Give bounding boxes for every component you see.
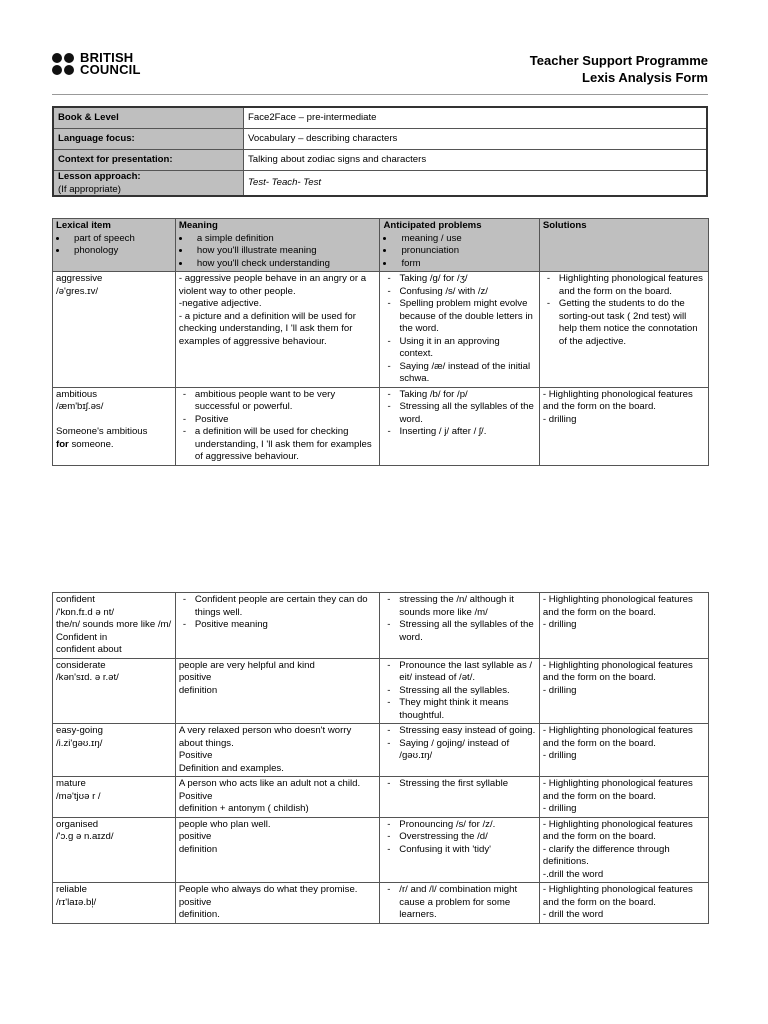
solutions-cell [539,658,708,724]
solution-line: - drilling [542,413,577,425]
problem-item: - Pronouncing /s/ for /z/. [383,819,536,832]
solution-line: - drilling [542,619,577,630]
lexical-item-note: Confident in [56,631,108,643]
lexical-item-note: confident about [56,644,122,655]
lexical-item-cell [53,777,176,818]
lexis-header-row [53,219,709,272]
solution-line: - drilling [542,684,577,696]
column-hint: • part of speech [68,233,172,246]
problem-item: - Overstressing the /d/ [383,831,536,844]
solution-line: - Highlighting phonological features and the form on the board. [542,778,693,802]
info-value: Talking about zodiac signs and characters [244,150,708,171]
problems-list [383,884,536,922]
column-header [175,219,380,272]
solution-line: - drill the word [542,909,604,920]
info-label: Language focus: [53,129,244,150]
meaning-list [179,594,376,632]
meaning-cell [175,593,379,659]
meaning-line: definition + antonym ( childish) [178,803,309,814]
solution-line: - drilling [542,750,577,761]
info-row [53,150,707,171]
title-line-1: Teacher Support Programme [529,53,708,68]
problems-cell [380,817,540,883]
info-label: Context for presentation: [53,150,244,171]
meaning-line: A very relaxed person who doesn't worry about things. [178,725,352,749]
solutions-cell [539,387,708,465]
column-hint: • pronunciation [395,245,535,258]
lexical-item-note [56,414,172,427]
lexis-row [53,272,709,388]
problem-item: - Spelling problem might evolve because of the double letters in the word. [383,298,535,336]
lexical-item-word: confident [56,594,95,605]
problem-item: - /r/ and /l/ combination might cause a problem for some learners. [383,884,536,922]
column-header [380,219,539,272]
solutions-cell [539,724,708,777]
meaning-line: people are very helpful and kind [178,659,315,671]
lexical-item-note: /rɪ'laɪə.bl̩/ [56,896,97,908]
header-divider [52,94,708,95]
title-line-2: Lexis Analysis Form [582,70,708,85]
lesson-info-table [52,106,708,197]
problem-item: - stressing the /n/ although it sounds more like /m/ [383,594,536,619]
solution-line: - clarify the difference through definitions. [542,843,670,867]
info-row [53,171,707,196]
column-hint: • meaning / use [395,233,535,246]
meaning-line: - a picture and a definition will be used for checking understanding, I 'll ask them for examples of aggressive behaviour. [178,310,356,347]
problems-cell [380,658,540,724]
info-label: Book & Level [53,107,244,129]
lexis-row [53,593,709,659]
problem-item: - Taking /b/ for /p/ [383,389,535,402]
problems-list [383,389,535,439]
column-hint-list [56,233,172,258]
meaning-line: definition. [178,909,220,920]
meaning-line: People who always do what they promise. [178,884,358,895]
problem-item: - Stressing the first syllable [383,778,536,791]
info-row [53,129,707,150]
problem-item: - Stressing all the syllables. [383,685,536,698]
meaning-line: definition [178,843,218,855]
lexical-item-word: ambitious [56,388,98,400]
problems-list [383,819,536,857]
info-value: Test- Teach- Test [244,171,708,196]
column-hint: • form [395,258,535,271]
lexis-row [53,883,709,924]
solutions-cell [539,272,708,388]
meaning-line: Positive [178,790,213,802]
solutions-cell [539,817,708,883]
lexical-item-note: Someone's ambitious [56,426,148,437]
problems-list [383,725,536,763]
meaning-cell [175,387,380,465]
lexical-item-cell [53,817,176,883]
meaning-cell [175,272,380,388]
lexical-item-note: /'kɒn.fɪ.d ə nt/ [56,606,115,618]
meaning-item: - Positive meaning [179,619,376,632]
problem-item: - Saying /æ/ instead of the initial schwa. [383,361,535,386]
meaning-cell [175,724,379,777]
problem-item: - Stressing easy instead of going. [383,725,536,738]
column-title: Anticipated problems [383,220,482,231]
meaning-cell [175,883,379,924]
lexical-item-word: organised [56,818,99,830]
collocation-tail: someone. [68,438,114,450]
solution-line: - Highlighting phonological features and the form on the board. [542,725,693,749]
column-hint: • a simple definition [191,233,377,246]
meaning-item: - ambitious people want to be very successful or powerful. [179,389,377,414]
solutions-cell [539,777,708,818]
solutions-cell [539,593,708,659]
lexical-item-word: mature [56,778,86,789]
column-header [539,219,708,272]
problems-list [383,273,535,386]
lexical-item-word: easy-going [56,725,103,736]
meaning-line: people who plan well. [178,818,271,830]
problem-item: - Saying / gojing/ instead of /gəʊ.ɪŋ/ [383,738,536,763]
column-title: Solutions [542,220,587,231]
lexical-item-note: /ə'gres.ɪv/ [56,285,99,297]
info-label: Lesson approach: (If appropriate) [53,171,244,196]
meaning-item: - a definition will be used for checking understanding, I 'll ask them for examples of aggressive behaviour. [179,426,377,464]
problem-item: - Stressing all the syllables of the word. [383,401,535,426]
lexical-item-collocation [56,439,172,452]
lexical-item-note: /'ɔ.g ə n.aɪzd/ [56,831,114,842]
problems-cell [380,387,539,465]
problems-cell [380,724,540,777]
problem-item: - Pronounce the last syllable as / eit/ instead of /ət/. [383,660,536,685]
problems-cell [380,777,540,818]
problem-item: - Taking /g/ for /ʒ/ [383,273,535,286]
meaning-line: -negative adjective. [178,298,262,309]
column-hint: • how you'll check understanding [191,258,377,271]
problems-cell [380,593,540,659]
problem-item: - Stressing all the syllables of the word. [383,619,536,644]
lexical-item-note: /kən'sɪd. ə r.ət/ [56,672,119,683]
lexis-table-page1 [52,218,709,466]
meaning-line: definition [178,684,218,696]
logo-text: BRITISH COUNCIL [80,50,141,77]
lexis-row [53,724,709,777]
lexical-item-cell [53,658,176,724]
solution-line: - Highlighting phonological features and the form on the board. [542,388,693,412]
problem-item: - They might think it means thoughtful. [383,697,536,722]
lexical-item-cell [53,272,176,388]
lexical-item-word: considerate [56,659,106,671]
meaning-cell [175,658,379,724]
lexical-item-note: the/n/ sounds more like /m/ [56,619,172,630]
lexical-item-note: /æm'bɪʃ.əs/ [56,401,104,412]
problems-list [383,660,536,723]
logo-dots-icon [52,53,74,75]
info-sublabel: (If appropriate) [58,183,121,195]
column-hint: • phonology [68,245,172,258]
column-hint-list [179,233,377,271]
problem-item: - Inserting / j/ after / ʃ/. [383,426,535,439]
problems-list [383,778,536,791]
info-row [53,107,707,129]
lexis-row [53,387,709,465]
column-header [53,219,176,272]
column-hint-list [383,233,535,271]
lexical-item-cell [53,883,176,924]
solutions-cell [539,883,708,924]
solution-item: - Highlighting phonological features and the form on the board. [543,273,705,298]
collocation-preposition: for [56,438,69,450]
info-value: Vocabulary – describing characters [244,129,708,150]
meaning-cell [175,777,379,818]
column-title: Meaning [178,220,218,231]
lexical-item-cell [53,593,176,659]
problem-item: - Using it in an approving context. [383,336,535,361]
problems-list [383,594,536,644]
lexical-item-note: /mə'tjʊə r / [56,790,101,802]
meaning-line: positive [178,831,212,842]
lexis-row [53,817,709,883]
column-title: Lexical item [56,220,111,231]
problems-cell [380,272,539,388]
meaning-cell [175,817,379,883]
solution-line: - Highlighting phonological features and the form on the board. [542,884,693,908]
column-hint: • how you'll illustrate meaning [191,245,377,258]
lexical-item-word: aggressive [56,273,103,284]
lexical-item-note: /i.zi'gəʊ.ɪŋ/ [56,737,103,749]
info-value: Face2Face – pre-intermediate [244,107,708,129]
problems-cell [380,883,540,924]
meaning-line: positive [178,896,212,908]
solution-line: - Highlighting phonological features and the form on the board. [542,594,693,618]
document-title [530,52,708,86]
solution-line: - drilling [542,803,577,814]
meaning-item: - Confident people are certain they can do things well. [179,594,376,619]
solution-line: - Highlighting phonological features and the form on the board. [542,659,693,683]
solutions-list [543,273,705,348]
problem-item: - Confusing it with 'tidy' [383,844,536,857]
lexis-row [53,658,709,724]
solution-line: - Highlighting phonological features and the form on the board. [542,818,693,842]
problem-item: - Confusing /s/ with /z/ [383,286,535,299]
meaning-line: positive [178,672,212,683]
meaning-list [179,389,377,464]
lexical-item-cell [53,724,176,777]
meaning-line: Positive [178,750,213,761]
lexical-item-cell [53,387,176,465]
british-council-logo [52,52,141,76]
meaning-line: - aggressive people behave in an angry or a violent way to other people. [178,273,367,297]
meaning-line: A person who acts like an adult not a child. [178,778,361,789]
lexis-table-page2 [52,592,709,924]
lexis-row [53,777,709,818]
lexical-item-word: reliable [56,884,87,895]
solution-item: - Getting the students to do the sorting-out task ( 2nd test) will help them notice the connotation of the adjective. [543,298,705,348]
solution-line: -.drill the word [542,868,604,880]
meaning-line: Definition and examples. [178,762,284,774]
meaning-item: - Positive [179,414,377,427]
